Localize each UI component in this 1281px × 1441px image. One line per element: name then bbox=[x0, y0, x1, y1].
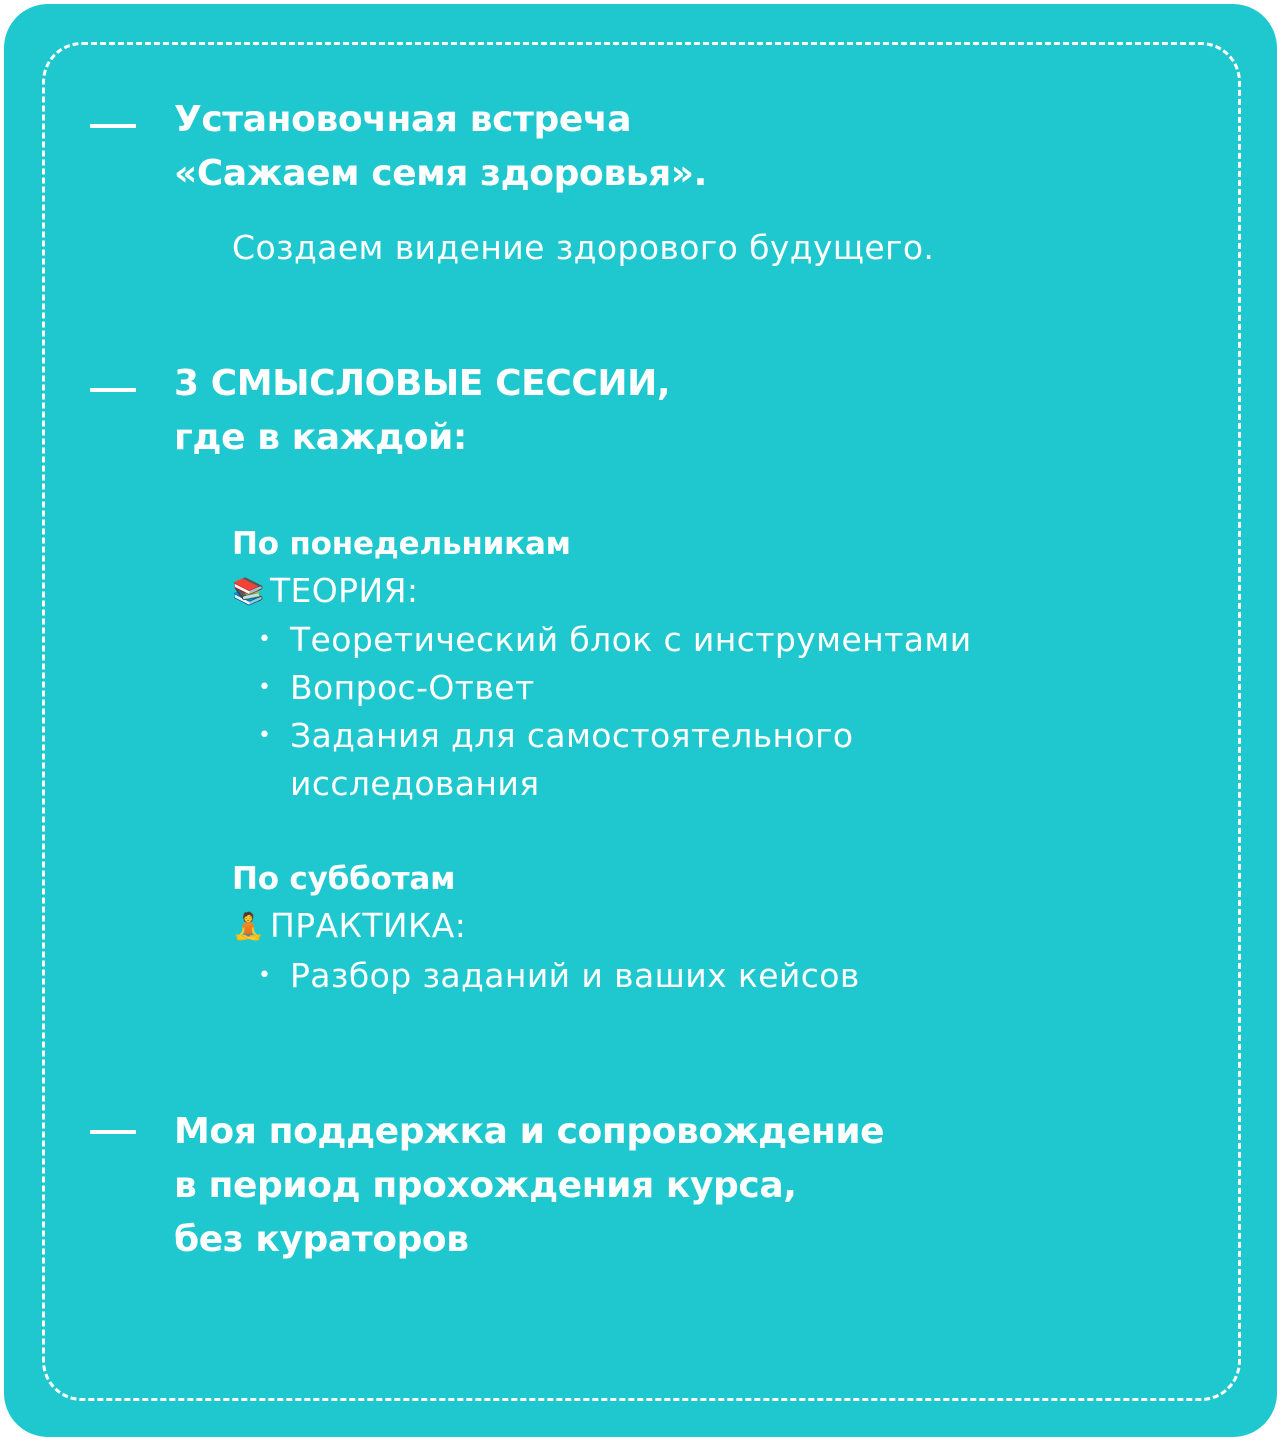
section-1-heading-line-2: «Сажаем семя здоровья». bbox=[174, 153, 707, 194]
section-1-description: Создаем видение здорового будущего. bbox=[232, 228, 935, 267]
list-item bbox=[252, 952, 1090, 1000]
meditation-icon: 🧘 bbox=[232, 912, 265, 942]
theory-label-text: ТЕОРИЯ: bbox=[270, 571, 419, 610]
list-item bbox=[252, 712, 990, 808]
schedule-label-practice bbox=[232, 906, 466, 947]
info-card bbox=[4, 4, 1277, 1437]
section-2-heading bbox=[174, 357, 670, 465]
bullet-dot-icon: • bbox=[258, 963, 272, 988]
section-3-heading-line-1: Моя поддержка и сопровождение bbox=[174, 1111, 885, 1152]
section-3-heading-line-3: без кураторов bbox=[174, 1219, 469, 1260]
list-item-text: Теоретический блок с инструментами bbox=[290, 620, 972, 659]
schedule-label-theory bbox=[232, 571, 418, 612]
section-1-heading-line-1: Установочная встреча bbox=[174, 99, 632, 140]
section-3-heading-line-2: в период прохождения курса, bbox=[174, 1165, 797, 1206]
practice-list bbox=[252, 952, 1090, 1000]
section-dash-3 bbox=[90, 1130, 136, 1134]
theory-list bbox=[252, 616, 1090, 808]
section-1-heading bbox=[174, 93, 707, 201]
bullet-dot-icon: • bbox=[258, 627, 272, 652]
list-item bbox=[252, 616, 1090, 664]
section-2-heading-line-1: 3 СМЫСЛОВЫЕ СЕССИИ, bbox=[174, 363, 671, 404]
list-item-text: Вопрос-Ответ bbox=[290, 668, 535, 707]
section-3-heading bbox=[174, 1105, 884, 1267]
section-2-heading-line-2: где в каждой: bbox=[174, 417, 467, 458]
schedule-day-saturday: По субботам bbox=[232, 861, 456, 897]
section-dash-2 bbox=[90, 388, 136, 392]
schedule-day-monday: По понедельникам bbox=[232, 526, 571, 562]
practice-label-text: ПРАКТИКА: bbox=[270, 906, 467, 945]
section-dash-1 bbox=[90, 124, 136, 128]
list-item-text: Задания для самостоятельного исследования bbox=[290, 716, 854, 803]
books-icon: 📚 bbox=[232, 577, 265, 607]
list-item bbox=[252, 664, 1090, 712]
list-item-text: Разбор заданий и ваших кейсов bbox=[290, 956, 860, 995]
bullet-dot-icon: • bbox=[258, 723, 272, 748]
bullet-dot-icon: • bbox=[258, 675, 272, 700]
